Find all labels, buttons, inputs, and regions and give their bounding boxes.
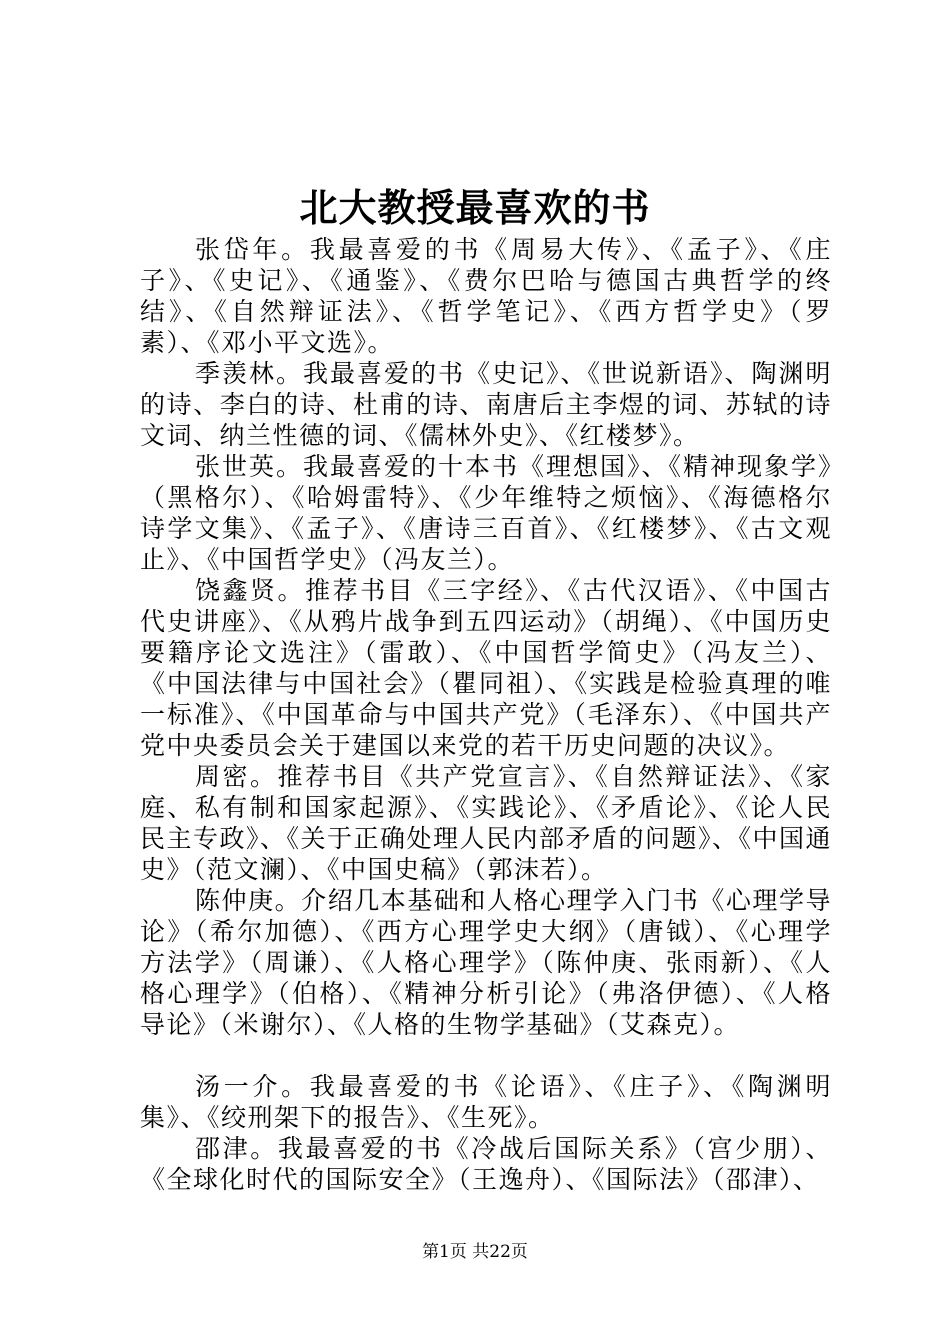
page-footer: 第1页 共22页: [422, 1242, 528, 1262]
paragraph-chen-zhonggeng: 陈仲庚。介绍几本基础和人格心理学入门书《心理学导论》（希尔加德）、《西方心理学史大纲》（唐钺）、《心理学方法学》（周谦）、《人格心理学》（陈仲庚、张雨新）、《人格心理学》（伯格）、《精神分析引论》（弗洛伊德）、《人格导论》（米谢尔）、《人格的生物学基础》（艾森克）。: [140, 886, 832, 1039]
paragraph-ji-xianlin: 季羡林。我最喜爱的书《史记》、《世说新语》、陶渊明的诗、李白的诗、杜甫的诗、南唐后主李煜的词、苏轼的诗文词、纳兰性德的词、《儒林外史》、《红楼梦》。: [140, 359, 832, 450]
document-body: [140, 234, 832, 1195]
page-title: 北大教授最喜欢的书: [299, 185, 651, 230]
paragraph-zhou-mi: 周密。推荐书目《共产党宣言》、《自然辩证法》、《家庭、私有制和国家起源》、《实践论》、《矛盾论》、《论人民民主专政》、《关于正确处理人民内部矛盾的问题》、《中国通史》（范文澜）、《中国史稿》（郭沫若）。: [140, 762, 833, 884]
paragraph-shao-jin: 邵津。我最喜爱的书《冷战后国际关系》（宫少朋）、《全球化时代的国际安全》（王逸舟）、《国际法》（邵津）、: [140, 1134, 832, 1194]
paragraph-tang-yijie: 汤一介。我最喜爱的书《论语》、《庄子》、《陶渊明集》、《绞刑架下的报告》、《生死》。: [140, 1072, 832, 1132]
paragraph-rao-xinxian: 饶鑫贤。推荐书目《三字经》、《古代汉语》、《中国古代史讲座》、《从鸦片战争到五四运动》（胡绳）、《中国历史要籍序论文选注》（雷敢）、《中国哲学简史》（冯友兰）、《中国法律与中国社会》（瞿同祖）、《实践是检验真理的唯一标准》、《中国革命与中国共产党》（毛泽东）、《中国共产党中央委员会关于建国以来党的若干历史问题的决议》。: [140, 576, 832, 760]
paragraph-zhang-shiying: 张世英。我最喜爱的十本书《理想国》、《精神现象学》（黑格尔）、《哈姆雷特》、《少年维特之烦恼》、《海德格尔诗学文集》、《孟子》、《唐诗三百首》、《红楼梦》、《古文观止》、《中国哲学史》（冯友兰）。: [140, 452, 832, 574]
paragraph-zhang-dainian: 张岱年。我最喜爱的书《周易大传》、《孟子》、《庄子》、《史记》、《通鉴》、《费尔巴哈与德国古典哲学的终结》、《自然辩证法》、《哲学笔记》、《西方哲学史》（罗素）、《邓小平文选》。: [140, 235, 832, 357]
